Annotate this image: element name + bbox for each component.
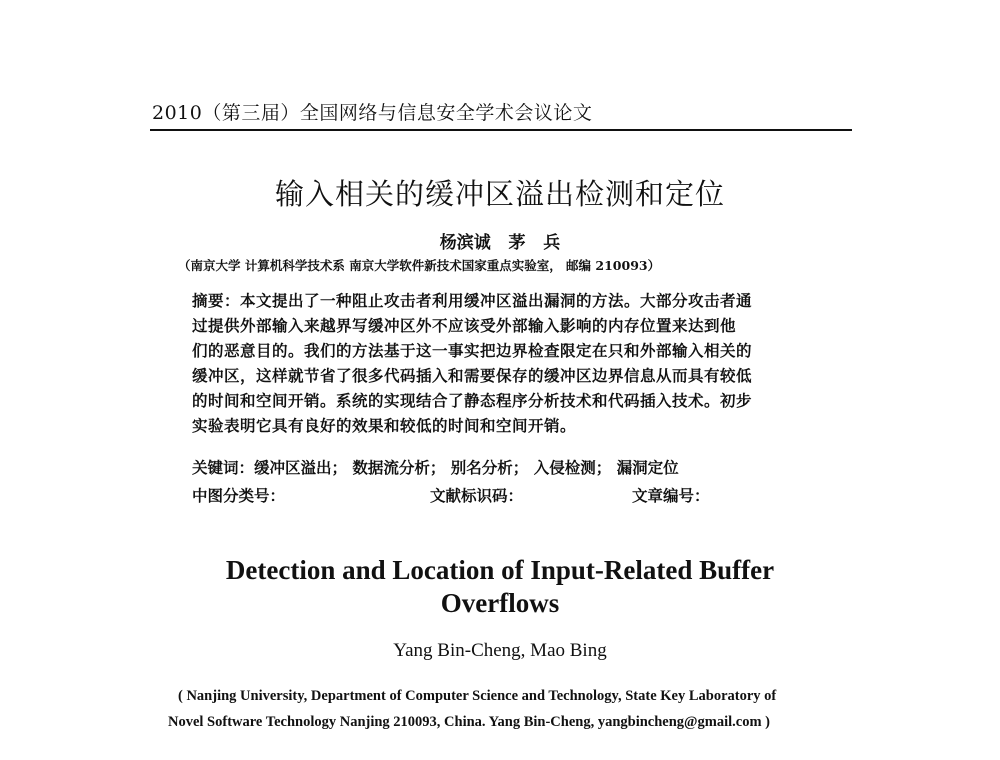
article-no-label: 文章编号： — [632, 486, 710, 505]
chinese-keywords: 关键词：缓冲区溢出； 数据流分析； 别名分析； 入侵检测； 漏洞定位 — [192, 458, 679, 477]
english-affiliation-line: ( Nanjing University, Department of Computer Science and Technology, State Key Laboratory of — [178, 688, 777, 704]
abstract-line: 实验表明它具有良好的效果和较低的时间和空间开销。 — [192, 416, 577, 435]
abstract-line: 缓冲区，这样就节省了很多代码插入和需要保存的缓冲区边界信息从而具有较低 — [192, 366, 753, 385]
chinese-title: 输入相关的缓冲区溢出检测和定位 — [274, 177, 725, 211]
abstract-line: 摘要：本文提出了一种阻止攻击者利用缓冲区溢出漏洞的方法。大部分攻击者通 — [192, 291, 753, 310]
english-title — [0, 554, 1000, 620]
chinese-abstract — [192, 288, 812, 438]
chinese-affiliation: （南京大学 计算机科学技术系 南京大学软件新技术国家重点实验室， 邮编 210093） — [178, 258, 661, 273]
english-title-line: Overflows — [440, 588, 560, 618]
english-affiliation — [168, 683, 848, 735]
abstract-line: 过提供外部输入来越界写缓冲区外不应该受外部输入影响的内存位置来达到他 — [192, 316, 737, 335]
abstract-line: 的时间和空间开销。系统的实现结合了静态程序分析技术和代码插入技术。初步 — [192, 391, 753, 410]
abstract-line: 们的恶意目的。我们的方法基于这一事实把边界检查限定在只和外部输入相关的 — [192, 341, 753, 360]
english-title-line: Detection and Location of Input-Related Buffer — [225, 555, 775, 585]
header-rule — [150, 129, 852, 131]
chinese-authors: 杨滨诚 茅 兵 — [439, 233, 561, 253]
doc-code-label: 文献标识码： — [430, 486, 524, 505]
english-affiliation-line: Novel Software Technology Nanjing 210093, China. Yang Bin-Cheng, yangbincheng@gmail.com ) — [168, 714, 771, 730]
running-header: 2010（第三届）全国网络与信息安全学术会议论文 — [152, 102, 593, 124]
clc-label: 中图分类号： — [192, 486, 286, 505]
english-authors: Yang Bin-Cheng, Mao Bing — [393, 640, 607, 661]
